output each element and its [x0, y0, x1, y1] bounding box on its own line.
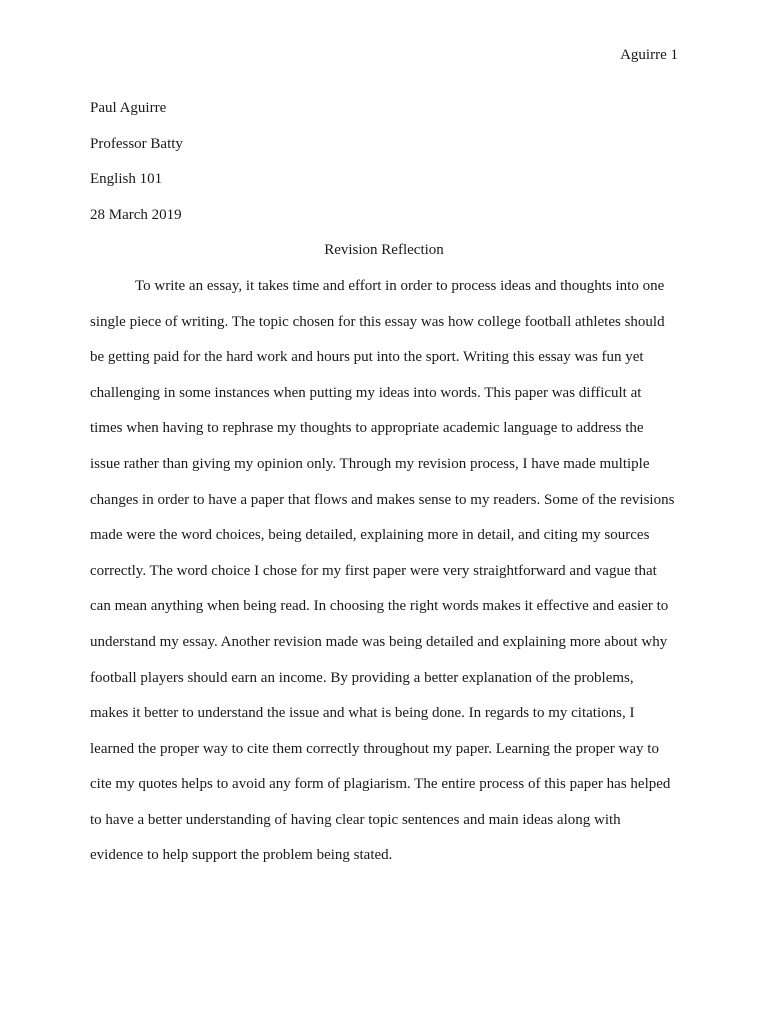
body-line: changes in order to have a paper that flows and makes sense to my readers. Some of the revisions [90, 491, 675, 508]
body-line: evidence to help support the problem being stated. [90, 847, 393, 864]
body-line: made were the word choices, being detailed, explaining more in detail, and citing my sources [90, 527, 650, 544]
essay-heading-block [90, 91, 678, 874]
body-line: cite my quotes helps to avoid any form of plagiarism. The entire process of this paper has helped [90, 776, 671, 793]
body-line: be getting paid for the hard work and hours put into the sport. Writing this essay was fun yet [90, 349, 644, 366]
body-line: To write an essay, it takes time and effort in order to process ideas and thoughts into one [135, 277, 665, 294]
author-name: Paul Aguirre [90, 100, 167, 116]
body-line: issue rather than giving my opinion only. Through my revision process, I have made multiple [90, 455, 650, 472]
body-line: correctly. The word choice I chose for my first paper were very straightforward and vague that [90, 562, 657, 579]
instructor-name: Professor Batty [90, 135, 183, 152]
body-line: can mean anything when being read. In choosing the right words makes it effective and easier to [90, 598, 669, 615]
course-name: English 101 [90, 171, 163, 188]
body-line: makes it better to understand the issue and what is being done. In regards to my citations, I [90, 705, 635, 722]
body-line: football players should earn an income. By providing a better explanation of the problems, [90, 669, 634, 686]
running-header: Aguirre 1 [620, 47, 678, 63]
essay-body [90, 269, 678, 874]
body-line: single piece of writing. The topic chosen for this essay was how college football athletes should [90, 313, 665, 330]
essay-date: 28 March 2019 [90, 206, 182, 223]
body-line: understand my essay. Another revision made was being detailed and explaining more about why [90, 633, 668, 650]
body-line: to have a better understanding of having clear topic sentences and main ideas along with [90, 811, 621, 828]
essay-title: Revision Reflection [324, 242, 444, 259]
body-line: learned the proper way to cite them correctly throughout my paper. Learning the proper way to [90, 740, 659, 757]
body-line: challenging in some instances when putting my ideas into words. This paper was difficult at [90, 384, 642, 401]
body-line: times when having to rephrase my thoughts to appropriate academic language to address the [90, 420, 644, 437]
